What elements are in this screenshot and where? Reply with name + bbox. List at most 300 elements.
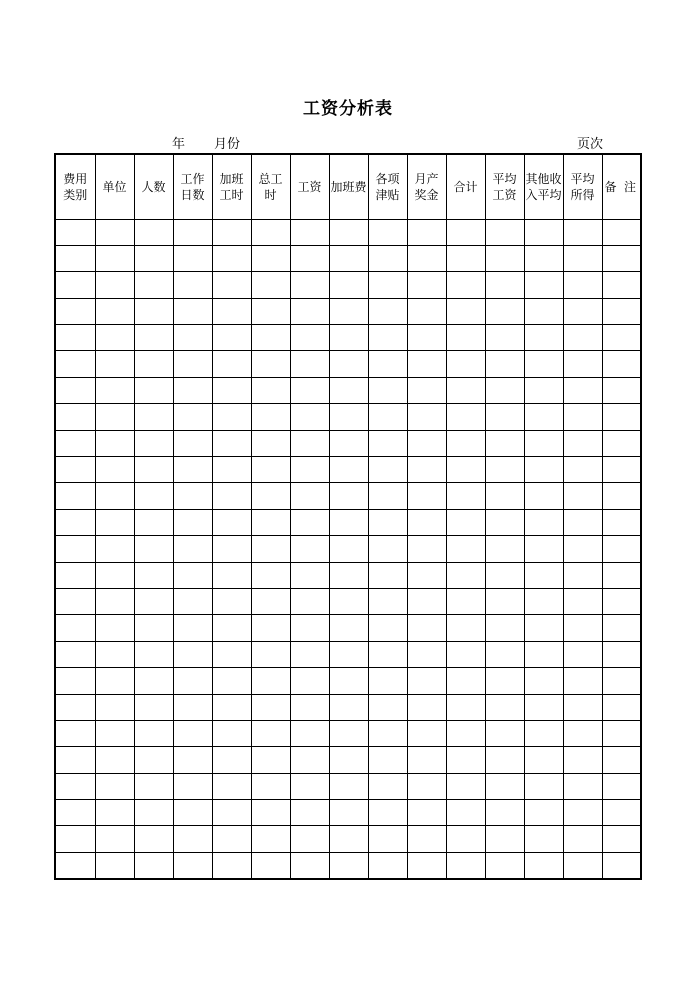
table-cell bbox=[602, 536, 641, 562]
table-cell bbox=[329, 826, 368, 852]
table-cell bbox=[329, 404, 368, 430]
table-cell bbox=[173, 852, 212, 878]
table-cell bbox=[95, 615, 134, 641]
table-cell bbox=[602, 457, 641, 483]
table-cell bbox=[290, 694, 329, 720]
table-cell bbox=[212, 351, 251, 377]
table-cell bbox=[602, 668, 641, 694]
table-cell bbox=[173, 588, 212, 614]
table-cell bbox=[251, 588, 290, 614]
table-cell bbox=[407, 404, 446, 430]
table-cell bbox=[251, 272, 290, 298]
table-cell bbox=[173, 377, 212, 403]
table-cell bbox=[524, 430, 563, 456]
table-cell bbox=[134, 747, 173, 773]
table-cell bbox=[485, 800, 524, 826]
table-cell bbox=[95, 588, 134, 614]
table-cell bbox=[524, 615, 563, 641]
table-cell bbox=[55, 430, 95, 456]
table-cell bbox=[446, 694, 485, 720]
table-cell bbox=[524, 800, 563, 826]
table-cell bbox=[485, 298, 524, 324]
table-cell bbox=[563, 219, 602, 245]
table-cell bbox=[485, 430, 524, 456]
table-cell bbox=[602, 562, 641, 588]
table-cell bbox=[55, 351, 95, 377]
table-cell bbox=[368, 773, 407, 799]
table-cell bbox=[134, 668, 173, 694]
table-cell bbox=[368, 562, 407, 588]
table-cell bbox=[173, 800, 212, 826]
table-cell bbox=[134, 430, 173, 456]
table-cell bbox=[602, 351, 641, 377]
table-cell bbox=[446, 245, 485, 271]
table-cell bbox=[212, 509, 251, 535]
table-cell bbox=[173, 562, 212, 588]
table-cell bbox=[524, 377, 563, 403]
table-cell bbox=[446, 615, 485, 641]
table-cell bbox=[329, 773, 368, 799]
table-cell bbox=[212, 615, 251, 641]
table-cell bbox=[290, 272, 329, 298]
table-cell bbox=[173, 773, 212, 799]
table-cell bbox=[290, 536, 329, 562]
table-cell bbox=[329, 800, 368, 826]
table-cell bbox=[329, 351, 368, 377]
table-cell bbox=[290, 588, 329, 614]
table-row bbox=[55, 325, 641, 351]
table-cell bbox=[446, 351, 485, 377]
table-cell bbox=[95, 852, 134, 878]
table-cell bbox=[368, 747, 407, 773]
table-cell bbox=[329, 483, 368, 509]
table-cell bbox=[563, 404, 602, 430]
table-cell bbox=[55, 509, 95, 535]
table-row bbox=[55, 272, 641, 298]
table-cell bbox=[563, 351, 602, 377]
table-cell bbox=[173, 457, 212, 483]
table-cell bbox=[407, 536, 446, 562]
table-cell bbox=[329, 298, 368, 324]
table-cell bbox=[602, 852, 641, 878]
header-row bbox=[55, 154, 641, 219]
table-cell bbox=[212, 720, 251, 746]
table-cell bbox=[524, 536, 563, 562]
table-cell bbox=[290, 457, 329, 483]
table-cell bbox=[485, 219, 524, 245]
table-row bbox=[55, 588, 641, 614]
table-cell bbox=[134, 641, 173, 667]
table-cell bbox=[95, 826, 134, 852]
table-cell bbox=[173, 430, 212, 456]
header-total: 合计 bbox=[446, 154, 485, 219]
table-cell bbox=[290, 219, 329, 245]
table-cell bbox=[368, 430, 407, 456]
table-cell bbox=[251, 457, 290, 483]
table-cell bbox=[446, 562, 485, 588]
table-cell bbox=[290, 826, 329, 852]
table-cell bbox=[173, 509, 212, 535]
table-cell bbox=[134, 615, 173, 641]
table-body bbox=[55, 219, 641, 879]
table-cell bbox=[485, 588, 524, 614]
table-cell bbox=[602, 483, 641, 509]
table-cell bbox=[407, 773, 446, 799]
table-cell bbox=[55, 536, 95, 562]
table-cell bbox=[212, 641, 251, 667]
table-cell bbox=[407, 694, 446, 720]
table-cell bbox=[485, 562, 524, 588]
table-cell bbox=[563, 325, 602, 351]
table-cell bbox=[446, 852, 485, 878]
table-cell bbox=[251, 773, 290, 799]
table-row bbox=[55, 457, 641, 483]
header-unit: 单位 bbox=[95, 154, 134, 219]
table-cell bbox=[446, 720, 485, 746]
table-cell bbox=[524, 562, 563, 588]
table-cell bbox=[446, 536, 485, 562]
table-cell bbox=[251, 641, 290, 667]
table-cell bbox=[563, 245, 602, 271]
table-cell bbox=[368, 694, 407, 720]
table-cell bbox=[251, 720, 290, 746]
table-cell bbox=[95, 800, 134, 826]
table-cell bbox=[251, 615, 290, 641]
table-cell bbox=[55, 852, 95, 878]
table-cell bbox=[524, 483, 563, 509]
table-cell bbox=[524, 641, 563, 667]
table-cell bbox=[134, 351, 173, 377]
table-cell bbox=[524, 298, 563, 324]
table-cell bbox=[134, 325, 173, 351]
table-cell bbox=[407, 562, 446, 588]
table-cell bbox=[212, 430, 251, 456]
table-cell bbox=[485, 536, 524, 562]
table-cell bbox=[407, 720, 446, 746]
table-cell bbox=[290, 483, 329, 509]
table-cell bbox=[134, 272, 173, 298]
table-cell bbox=[407, 826, 446, 852]
table-cell bbox=[407, 641, 446, 667]
table-cell bbox=[251, 245, 290, 271]
table-cell bbox=[173, 351, 212, 377]
table-cell bbox=[251, 430, 290, 456]
table-cell bbox=[407, 668, 446, 694]
table-cell bbox=[446, 509, 485, 535]
table-cell bbox=[563, 509, 602, 535]
table-cell bbox=[173, 668, 212, 694]
table-row bbox=[55, 800, 641, 826]
table-cell bbox=[407, 272, 446, 298]
header-average-wage: 平均 工资 bbox=[485, 154, 524, 219]
table-cell bbox=[95, 720, 134, 746]
table-cell bbox=[329, 562, 368, 588]
table-cell bbox=[55, 720, 95, 746]
table-cell bbox=[55, 298, 95, 324]
table-cell bbox=[212, 245, 251, 271]
table-cell bbox=[524, 219, 563, 245]
table-cell bbox=[563, 800, 602, 826]
table-row bbox=[55, 826, 641, 852]
table-cell bbox=[524, 668, 563, 694]
table-cell bbox=[368, 298, 407, 324]
table-cell bbox=[134, 720, 173, 746]
table-cell bbox=[368, 325, 407, 351]
table-cell bbox=[134, 588, 173, 614]
table-cell bbox=[251, 826, 290, 852]
table-cell bbox=[407, 377, 446, 403]
header-work-days: 工作 日数 bbox=[173, 154, 212, 219]
table-cell bbox=[329, 219, 368, 245]
table-cell bbox=[251, 404, 290, 430]
table-row bbox=[55, 747, 641, 773]
table-cell bbox=[173, 615, 212, 641]
table-cell bbox=[446, 747, 485, 773]
table-cell bbox=[95, 483, 134, 509]
header-headcount: 人数 bbox=[134, 154, 173, 219]
table-cell bbox=[55, 377, 95, 403]
table-row bbox=[55, 377, 641, 403]
header-average-earnings: 平均 所得 bbox=[563, 154, 602, 219]
table-cell bbox=[173, 747, 212, 773]
table-cell bbox=[55, 826, 95, 852]
table-cell bbox=[134, 377, 173, 403]
table-cell bbox=[602, 509, 641, 535]
table-cell bbox=[407, 509, 446, 535]
table-row bbox=[55, 509, 641, 535]
table-cell bbox=[329, 377, 368, 403]
table-cell bbox=[134, 562, 173, 588]
table-cell bbox=[134, 219, 173, 245]
table-cell bbox=[407, 747, 446, 773]
table-cell bbox=[524, 404, 563, 430]
table-cell bbox=[524, 245, 563, 271]
table-cell bbox=[212, 588, 251, 614]
table-cell bbox=[95, 219, 134, 245]
table-cell bbox=[134, 509, 173, 535]
table-row bbox=[55, 219, 641, 245]
table-cell bbox=[524, 509, 563, 535]
table-cell bbox=[134, 773, 173, 799]
table-cell bbox=[563, 747, 602, 773]
table-cell bbox=[524, 272, 563, 298]
table-cell bbox=[407, 245, 446, 271]
table-cell bbox=[290, 430, 329, 456]
year-label: 年 bbox=[172, 137, 186, 152]
table-row bbox=[55, 351, 641, 377]
table-cell bbox=[134, 536, 173, 562]
table-cell bbox=[602, 272, 641, 298]
table-cell bbox=[407, 483, 446, 509]
table-row bbox=[55, 668, 641, 694]
table-cell bbox=[485, 325, 524, 351]
table-cell bbox=[251, 694, 290, 720]
table-cell bbox=[251, 852, 290, 878]
table-cell bbox=[407, 800, 446, 826]
table-cell bbox=[95, 298, 134, 324]
table-cell bbox=[212, 800, 251, 826]
table-cell bbox=[134, 826, 173, 852]
table-cell bbox=[55, 641, 95, 667]
table-row bbox=[55, 483, 641, 509]
table-cell bbox=[485, 615, 524, 641]
table-cell bbox=[290, 245, 329, 271]
table-cell bbox=[563, 668, 602, 694]
table-row bbox=[55, 720, 641, 746]
table-cell bbox=[251, 298, 290, 324]
table-cell bbox=[212, 377, 251, 403]
table-cell bbox=[55, 588, 95, 614]
header-expense-category: 费用 类别 bbox=[55, 154, 95, 219]
table-cell bbox=[251, 377, 290, 403]
table-cell bbox=[524, 852, 563, 878]
table-cell bbox=[485, 457, 524, 483]
table-cell bbox=[446, 457, 485, 483]
header-other-income-average: 其他收 入平均 bbox=[524, 154, 563, 219]
table-cell bbox=[563, 298, 602, 324]
table-cell bbox=[602, 404, 641, 430]
table-cell bbox=[212, 219, 251, 245]
table-cell bbox=[134, 483, 173, 509]
table-cell bbox=[329, 852, 368, 878]
table-cell bbox=[55, 747, 95, 773]
table-cell bbox=[602, 298, 641, 324]
table-cell bbox=[446, 668, 485, 694]
table-cell bbox=[173, 641, 212, 667]
table-cell bbox=[368, 377, 407, 403]
header-overtime-hours: 加班 工时 bbox=[212, 154, 251, 219]
table-cell bbox=[563, 826, 602, 852]
header-overtime-pay: 加班费 bbox=[329, 154, 368, 219]
table-cell bbox=[212, 852, 251, 878]
month-label: 月份 bbox=[214, 137, 241, 152]
table-cell bbox=[602, 773, 641, 799]
table-cell bbox=[212, 668, 251, 694]
table-cell bbox=[329, 747, 368, 773]
table-cell bbox=[290, 298, 329, 324]
table-cell bbox=[95, 272, 134, 298]
table-cell bbox=[212, 325, 251, 351]
table-cell bbox=[212, 298, 251, 324]
table-cell bbox=[290, 773, 329, 799]
table-cell bbox=[602, 800, 641, 826]
table-cell bbox=[485, 351, 524, 377]
table-cell bbox=[563, 377, 602, 403]
table-cell bbox=[95, 245, 134, 271]
table-cell bbox=[563, 773, 602, 799]
table-cell bbox=[290, 668, 329, 694]
table-cell bbox=[55, 562, 95, 588]
table-cell bbox=[55, 773, 95, 799]
table-cell bbox=[95, 747, 134, 773]
table-cell bbox=[329, 325, 368, 351]
table-cell bbox=[290, 377, 329, 403]
table-cell bbox=[329, 588, 368, 614]
table-cell bbox=[485, 826, 524, 852]
table-cell bbox=[524, 826, 563, 852]
table-row bbox=[55, 536, 641, 562]
table-cell bbox=[407, 325, 446, 351]
table-cell bbox=[212, 457, 251, 483]
table-cell bbox=[290, 852, 329, 878]
header-total-hours: 总工 时 bbox=[251, 154, 290, 219]
table-cell bbox=[446, 826, 485, 852]
table-cell bbox=[173, 483, 212, 509]
table-cell bbox=[251, 536, 290, 562]
table-cell bbox=[290, 509, 329, 535]
table-cell bbox=[55, 245, 95, 271]
table-cell bbox=[602, 325, 641, 351]
table-cell bbox=[251, 483, 290, 509]
table-cell bbox=[95, 536, 134, 562]
table-cell bbox=[290, 720, 329, 746]
table-cell bbox=[368, 615, 407, 641]
table-cell bbox=[368, 826, 407, 852]
table-cell bbox=[173, 219, 212, 245]
table-cell bbox=[524, 351, 563, 377]
table-cell bbox=[368, 800, 407, 826]
table-cell bbox=[55, 694, 95, 720]
table-cell bbox=[212, 404, 251, 430]
table-cell bbox=[55, 404, 95, 430]
table-cell bbox=[251, 668, 290, 694]
table-cell bbox=[602, 747, 641, 773]
table-cell bbox=[407, 298, 446, 324]
table-cell bbox=[134, 404, 173, 430]
table-cell bbox=[55, 668, 95, 694]
table-cell bbox=[602, 588, 641, 614]
table-row bbox=[55, 404, 641, 430]
table-cell bbox=[95, 668, 134, 694]
table-cell bbox=[446, 483, 485, 509]
table-cell bbox=[329, 694, 368, 720]
table-cell bbox=[134, 694, 173, 720]
table-cell bbox=[329, 668, 368, 694]
table-cell bbox=[563, 483, 602, 509]
table-cell bbox=[563, 852, 602, 878]
table-cell bbox=[485, 509, 524, 535]
table-cell bbox=[563, 694, 602, 720]
page-title: 工资分析表 bbox=[303, 99, 393, 119]
table-cell bbox=[95, 773, 134, 799]
table-cell bbox=[95, 457, 134, 483]
table-cell bbox=[485, 641, 524, 667]
table-cell bbox=[173, 694, 212, 720]
table-cell bbox=[524, 720, 563, 746]
table-cell bbox=[134, 457, 173, 483]
table-cell bbox=[485, 404, 524, 430]
table-cell bbox=[95, 404, 134, 430]
table-cell bbox=[212, 272, 251, 298]
table-cell bbox=[485, 668, 524, 694]
table-cell bbox=[563, 430, 602, 456]
table-cell bbox=[290, 325, 329, 351]
table-cell bbox=[95, 509, 134, 535]
table-row bbox=[55, 773, 641, 799]
table-cell bbox=[407, 457, 446, 483]
table-cell bbox=[602, 694, 641, 720]
table-cell bbox=[173, 245, 212, 271]
table-cell bbox=[251, 562, 290, 588]
table-cell bbox=[446, 773, 485, 799]
table-cell bbox=[524, 773, 563, 799]
table-cell bbox=[212, 773, 251, 799]
table-cell bbox=[368, 852, 407, 878]
table-cell bbox=[563, 720, 602, 746]
table-cell bbox=[407, 219, 446, 245]
table-cell bbox=[173, 720, 212, 746]
table-cell bbox=[212, 747, 251, 773]
